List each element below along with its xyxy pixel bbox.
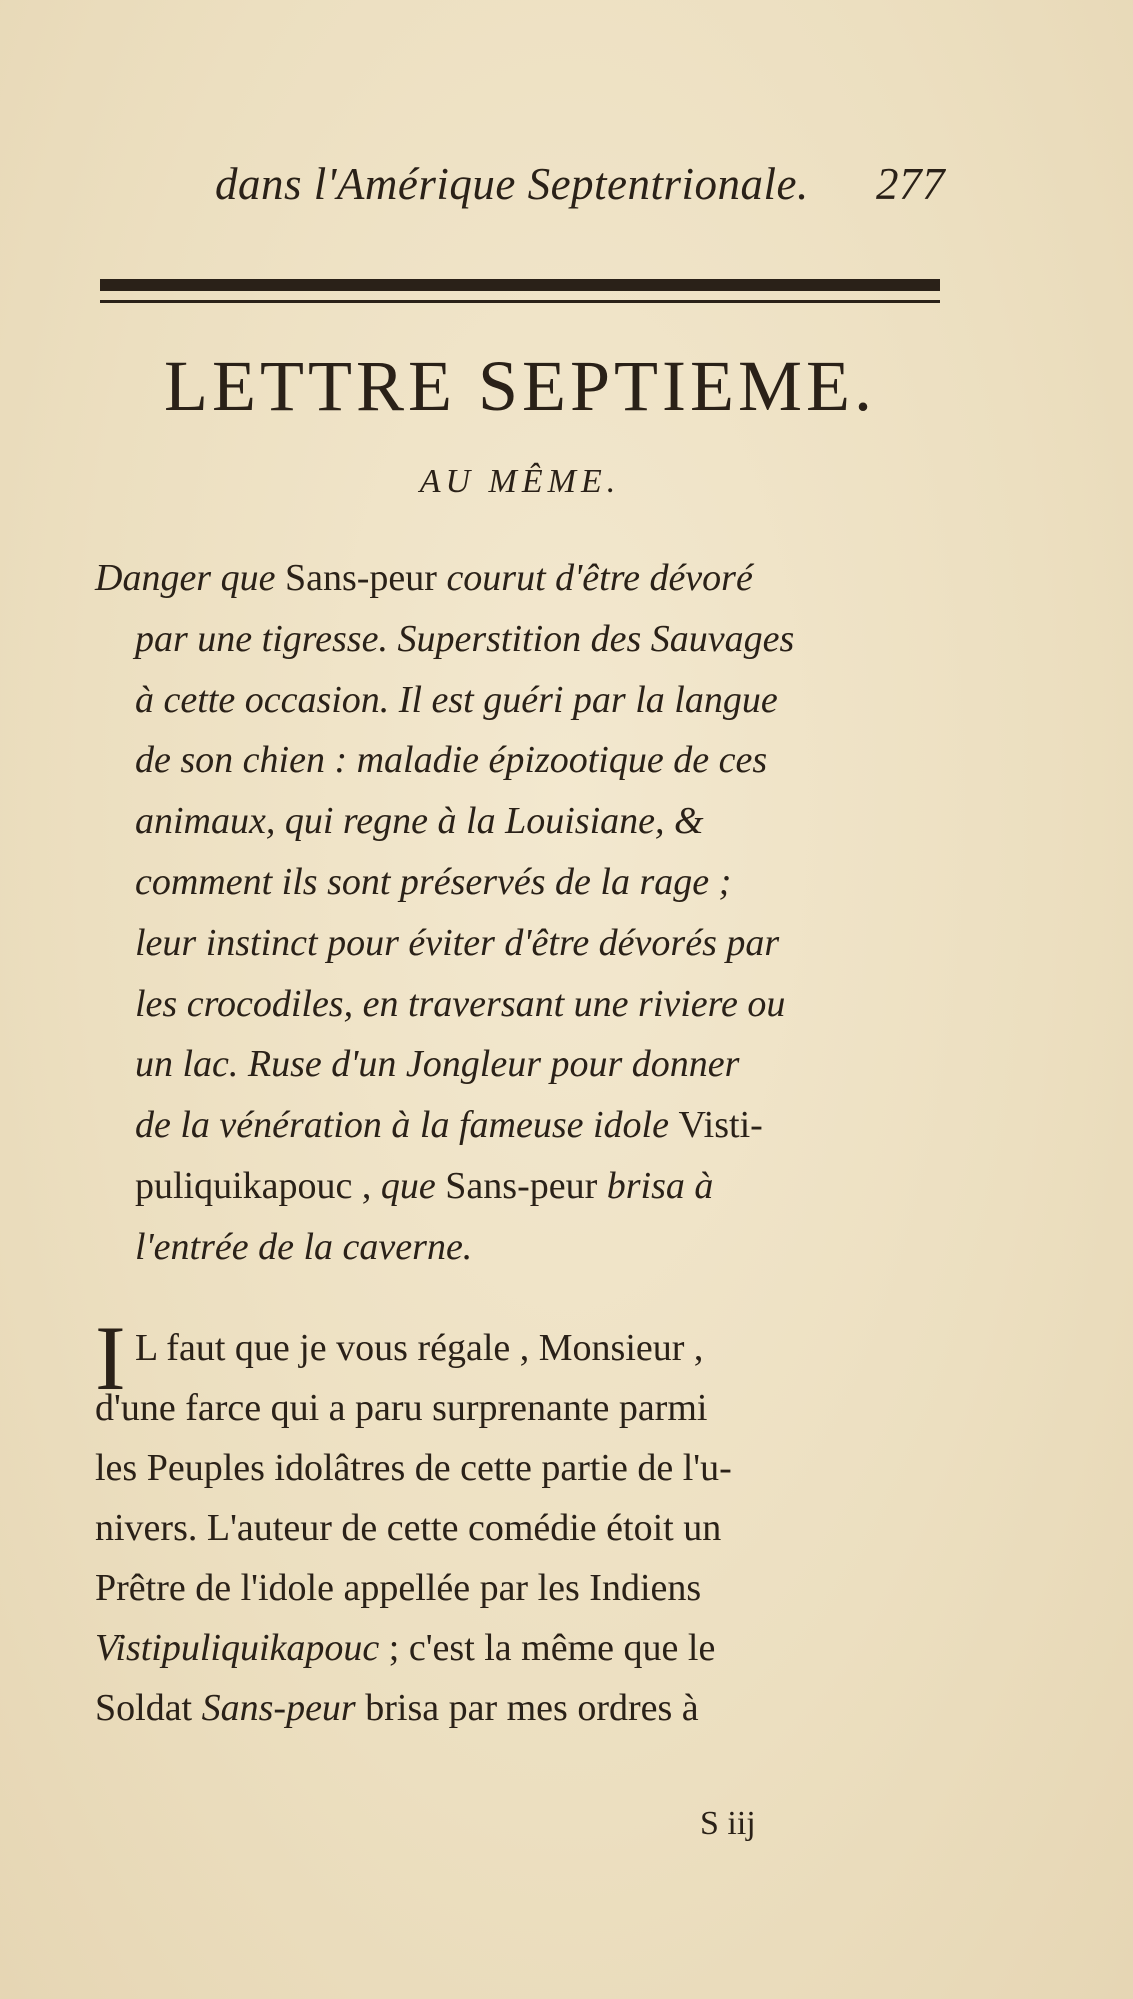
summary-text: courut d'être dévoré [436,557,753,599]
summary-text: Sans-peur [284,557,437,599]
page-number: 277 [876,159,945,209]
header-rule-thick [100,279,940,291]
summary-line: à cette occasion. Il est guéri par la langue [135,678,778,721]
summary-line: un lac. Ruse d'un Jongleur pour donner [135,1043,740,1086]
running-head [215,158,945,228]
body-line: L faut que je vous régale , Monsieur , [135,1327,704,1369]
summary-line [95,1156,955,1217]
summary-text: que [380,1164,436,1207]
body-text: Sans-peur [201,1687,356,1729]
summary-line: les crocodiles, en traversant une riviere ou [135,982,786,1025]
summary-text: Danger que [95,557,285,599]
summary-line [95,548,955,609]
body-line: d'une farce qui a paru surprenante parmi [95,1387,708,1429]
summary-text: puliquikapouc , [135,1164,381,1207]
body-text: brisa par mes ordres à [355,1687,699,1729]
summary-line: comment ils sont préservés de la rage ; [135,860,732,903]
letter-title: LETTRE SEPTIEME. [164,346,876,426]
summary-text: Sans-peur [435,1164,607,1207]
body-text: Soldat [95,1687,202,1729]
summary-text: Visti- [678,1104,763,1147]
summary-line: leur instinct pour éviter d'être dévorés par [135,921,780,964]
summary-line: de son chien : maladie épizootique de ces [135,739,768,782]
body-line: les Peuples idolâtres de cette partie de l'u- [95,1447,732,1489]
running-title: dans l'Amérique Septentrionale. [215,159,809,209]
summary-line [95,1095,955,1156]
body-line: nivers. L'auteur de cette comédie étoit un [95,1507,722,1549]
summary-line: par une tigresse. Superstition des Sauvages [135,617,795,660]
signature-mark: S iij [700,1805,756,1842]
summary-text: de la vénération à la fameuse idole [135,1104,679,1147]
body-text: ; c'est la même que le [379,1627,716,1669]
body-line [95,1678,940,1738]
letter-body [95,1307,940,1738]
summary-line: l'entrée de la caverne. [135,1225,473,1268]
chapter-summary [95,548,955,1278]
addressee: AU MÊME. [419,463,621,500]
body-line: Prêtre de l'idole appellée par les Indiens [95,1567,702,1609]
drop-cap: I [95,1307,126,1409]
header-rule-thin [100,300,940,303]
summary-text: brisa à [606,1164,714,1207]
body-line [95,1618,940,1678]
summary-line: animaux, qui regne à la Louisiane, & [135,800,704,843]
body-text: Vistipuliquikapouc [95,1627,380,1669]
